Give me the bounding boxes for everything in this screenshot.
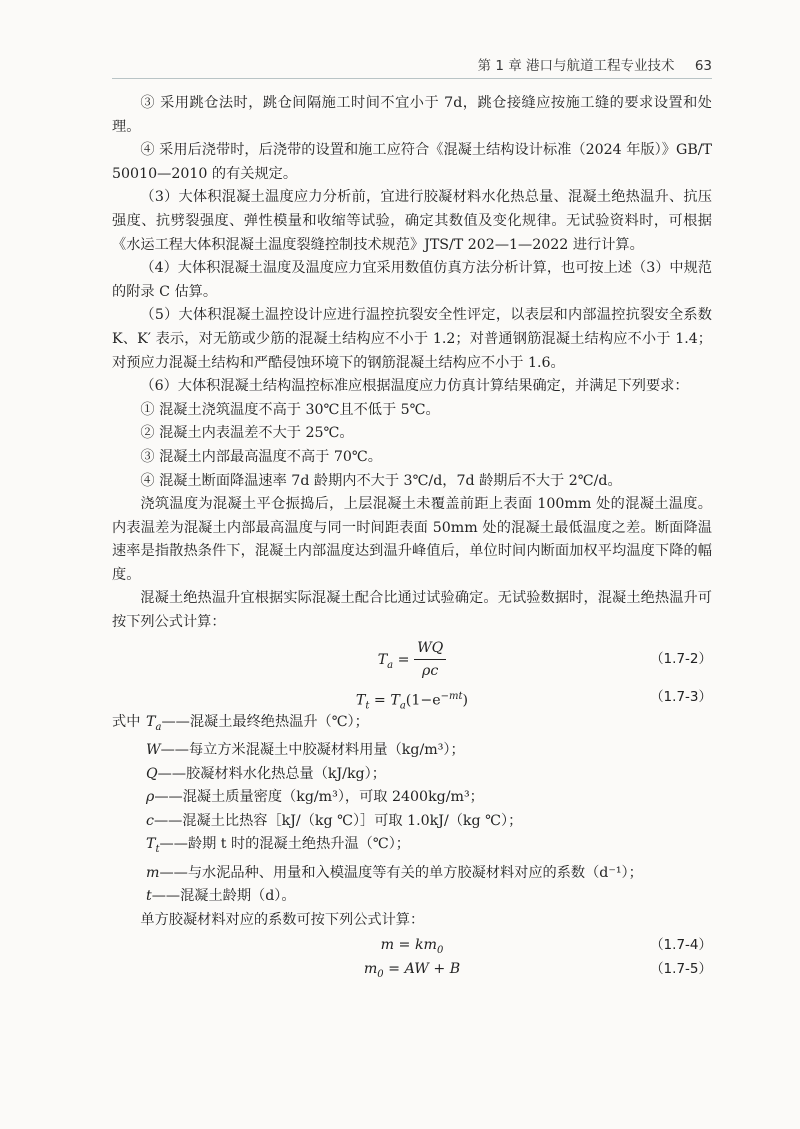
paragraph: （5）大体积混凝土温控设计应进行温控抗裂安全性评定，以表层和内部温控抗裂安全系数 K、K′ 表示，对无筋或少筋的混凝土结构应不小于 1.2；对普通钢筋混凝土结构应不小于 1.4；对预应力混凝土结构和严酷侵蚀环境下的钢筋混凝土结构应不小于 1.6。 [112,307,712,371]
formula-1-7-3 [112,685,712,712]
section-title: 港口与航道工程专业技术 [526,58,675,74]
definition-row: Q——胶凝材料水化热总量（kJ/kg）； [146,765,386,782]
list-item: ④ 混凝土断面降温速率 7d 龄期内不大于 3℃/d，7d 龄期后不大于 2℃/d。 [140,472,622,489]
formula-expression: $m_0$ = AW + B [363,960,461,980]
running-header [112,52,712,79]
paragraph: ③ 采用跳仓法时，跳仓间隔施工时间不宜小于 7d，跳仓接缝应按施工缝的要求设置和处理。 [112,95,712,135]
paragraph: 单方胶凝材料对应的系数可按下列公式计算： [140,912,425,929]
definitions-lead: 式中 [112,713,141,730]
paragraph: 混凝土绝热温升宜根据实际混凝土配合比通过试验确定。无试验数据时，混凝土绝热温升可按下列公式计算： [112,590,712,631]
definition-row: W——每立方米混凝土中胶凝材料用量（kg/m³）； [146,742,465,759]
fraction: $\frac{WQ}{\rho c}$ [414,637,446,682]
formula-expression: $T_a$ = $\frac{WQ}{\rho c}$ [112,635,712,691]
definition-row: ρ——混凝土质量密度（kg/m³），可取 2400kg/m³； [146,789,484,806]
definition-row: 式中 $T_a——$混凝土最终绝热温升（℃）； [112,711,712,739]
chapter-label: 第 1 章 [477,58,522,74]
formula-1-7-4 [112,933,712,957]
equation-number: （1.7-2） [650,650,712,667]
definition-row: $T_t——$龄期 t 时的混凝土绝热升温（℃）； [146,836,410,856]
definition-row: t——混凝土龄期（d）。 [146,888,296,905]
definition-row: m——与水泥品种、用量和入模温度等有关的单方胶凝材料对应的系数（d⁻¹）； [146,864,643,881]
symbol-definitions [112,711,712,909]
paragraph: （4）大体积混凝土温度及温度应力宜采用数值仿真方法分析计算，也可按上述（3）中规范的附录 C 估算。 [112,260,712,300]
equation-number: （1.7-3） [650,688,712,705]
paragraph: （3）大体积混凝土温度应力分析前，宜进行胶凝材料水化热总量、混凝土绝热温升、抗压强度、抗劈裂强度、弹性模量和收缩等试验，确定其数值及变化规律。无试验资料时，可根据《水运工程大体积混凝土温度裂缝控制技术规范》JTS/T 202—1—2022 进行计算。 [112,189,712,253]
paragraph: ④ 采用后浇带时，后浇带的设置和施工应符合《混凝土结构设计标准（2024 年版）》GB/T 50010—2010 的有关规定。 [112,142,712,182]
formula-1-7-5 [112,957,712,981]
formula-expression: $m = km_0$ [380,936,444,956]
definition-row: c——混凝土比热容［kJ/（kg ℃）］可取 1.0kJ/（kg ℃）； [146,812,523,829]
header-text [478,54,712,74]
equation-number: （1.7-4） [650,936,712,953]
equation-number: （1.7-5） [650,960,712,977]
list-item: ③ 混凝土内部最高温度不高于 70℃。 [140,448,382,465]
page-number: 63 [694,58,712,74]
formula-expression: $T_t = T_a(1-e^{-mt})$ [355,690,469,712]
list-item: ① 混凝土浇筑温度不高于 30℃且不低于 5℃。 [140,401,440,418]
formula-1-7-2 [112,635,712,685]
page-body [112,92,712,981]
paragraph: 浇筑温度为混凝土平仓振捣后，上层混凝土未覆盖前距上表面 100mm 处的混凝土温度。内表温差为混凝土内部最高温度与同一时间距表面 50mm 处的混凝土最低温度之差。断面降温速率是指散热条件下，混凝土内部温度达到温升峰值后，单位时间内断面加权平均温度下降的幅度。 [112,496,712,583]
list-item: ② 混凝土内表温差不大于 25℃。 [140,425,354,442]
paragraph: （6）大体积混凝土结构温控标准应根据温度应力仿真计算结果确定，并满足下列要求： [140,378,689,395]
